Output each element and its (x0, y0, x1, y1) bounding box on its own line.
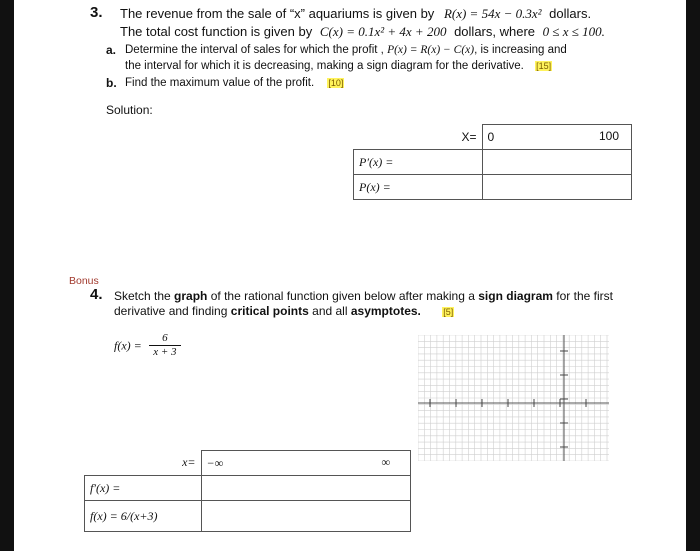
x-label-cell (85, 451, 202, 476)
function-row-cell[interactable] (201, 501, 411, 532)
q4-asymptotes: asymptotes. (350, 304, 421, 318)
q4-line-1 (114, 289, 613, 303)
q4-sign-diagram: sign diagram (478, 289, 553, 303)
question-3-number: 3. (90, 4, 103, 21)
part-a-line-2 (125, 60, 552, 72)
table-row (85, 501, 411, 532)
derivative-row-cell[interactable] (482, 150, 632, 175)
derivative-row-cell[interactable] (201, 476, 411, 501)
function-fraction (149, 332, 180, 359)
q4-line2-and: and all (312, 304, 348, 318)
part-b-label: b. (106, 76, 117, 90)
x-start-value: −∞ (206, 455, 224, 470)
profit-function: P(x) = R(x) − C(x) (387, 44, 475, 56)
x-end-value: 100 (598, 129, 619, 143)
function-numerator: 6 (149, 332, 180, 346)
question-4-number: 4. (90, 286, 103, 303)
table-row (354, 125, 632, 150)
q4-text-mid: of the rational function given below after making a (210, 289, 475, 303)
q4-critical-points: critical points (230, 304, 309, 318)
q4-line2-pre: derivative and finding (114, 304, 228, 318)
q3-line-1 (120, 6, 591, 22)
x-start-value: 0 (487, 130, 495, 144)
q4-text-pre: Sketch the (114, 289, 171, 303)
revenue-function: R(x) = 54x − 0.3x² (443, 6, 542, 21)
part-b-line (125, 77, 344, 89)
part-a-marks: [15] (536, 61, 552, 71)
part-a-line1-end: , is increasing and (474, 44, 567, 56)
profit-row-label: P(x) = (354, 175, 483, 200)
part-a-label: a. (106, 43, 117, 57)
solution-label: Solution: (106, 103, 153, 117)
q4-graph-word: graph (174, 289, 208, 303)
q3-line1-text: The revenue from the sale of “x” aquariums is given by (120, 6, 435, 21)
left-border (0, 0, 14, 551)
x-label: x= (182, 455, 196, 470)
x-label-cell (354, 125, 483, 150)
derivative-row-label: f′(x) = (85, 476, 202, 501)
profit-row-cell[interactable] (482, 175, 632, 200)
x-values-cell (482, 125, 632, 150)
function-lhs: f(x) = (114, 338, 142, 353)
function-sign-table (84, 450, 411, 532)
q3-line1-end: dollars. (549, 6, 592, 21)
function-row-label: f(x) = 6/(x+3) (85, 501, 202, 532)
bonus-label: Bonus (69, 275, 99, 287)
x-label: X= (461, 129, 477, 144)
profit-sign-table (353, 124, 632, 200)
q4-text-post: for the first (556, 289, 613, 303)
q3-line2-text: The total cost function is given by (120, 24, 313, 39)
part-a-line1-text: Determine the interval of sales for which the profit , (125, 44, 384, 56)
q4-line-2 (114, 304, 454, 318)
cost-function: C(x) = 0.1x² + 4x + 200 (319, 24, 447, 39)
part-a-line-1 (125, 44, 567, 56)
part-b-marks: [10] (328, 78, 344, 88)
table-row (85, 476, 411, 501)
q3-line2-mid: dollars, where (454, 24, 536, 39)
function-denominator: x + 3 (153, 346, 177, 358)
derivative-row-label: P′(x) = (354, 150, 483, 175)
x-values-cell (201, 451, 411, 476)
right-border (686, 0, 700, 551)
part-b-text: Find the maximum value of the profit. (125, 77, 315, 89)
q4-marks: [5] (443, 307, 454, 317)
part-a-line2-text: the interval for which it is decreasing, making a sign diagram for the derivative. (125, 60, 524, 72)
coordinate-grid[interactable] (418, 335, 609, 461)
rational-function (114, 332, 181, 359)
table-row (354, 175, 632, 200)
x-end-value: ∞ (381, 455, 390, 469)
table-row (85, 451, 411, 476)
q3-line-2 (120, 24, 605, 40)
domain-inequality: 0 ≤ x ≤ 100. (542, 24, 605, 39)
table-row (354, 150, 632, 175)
